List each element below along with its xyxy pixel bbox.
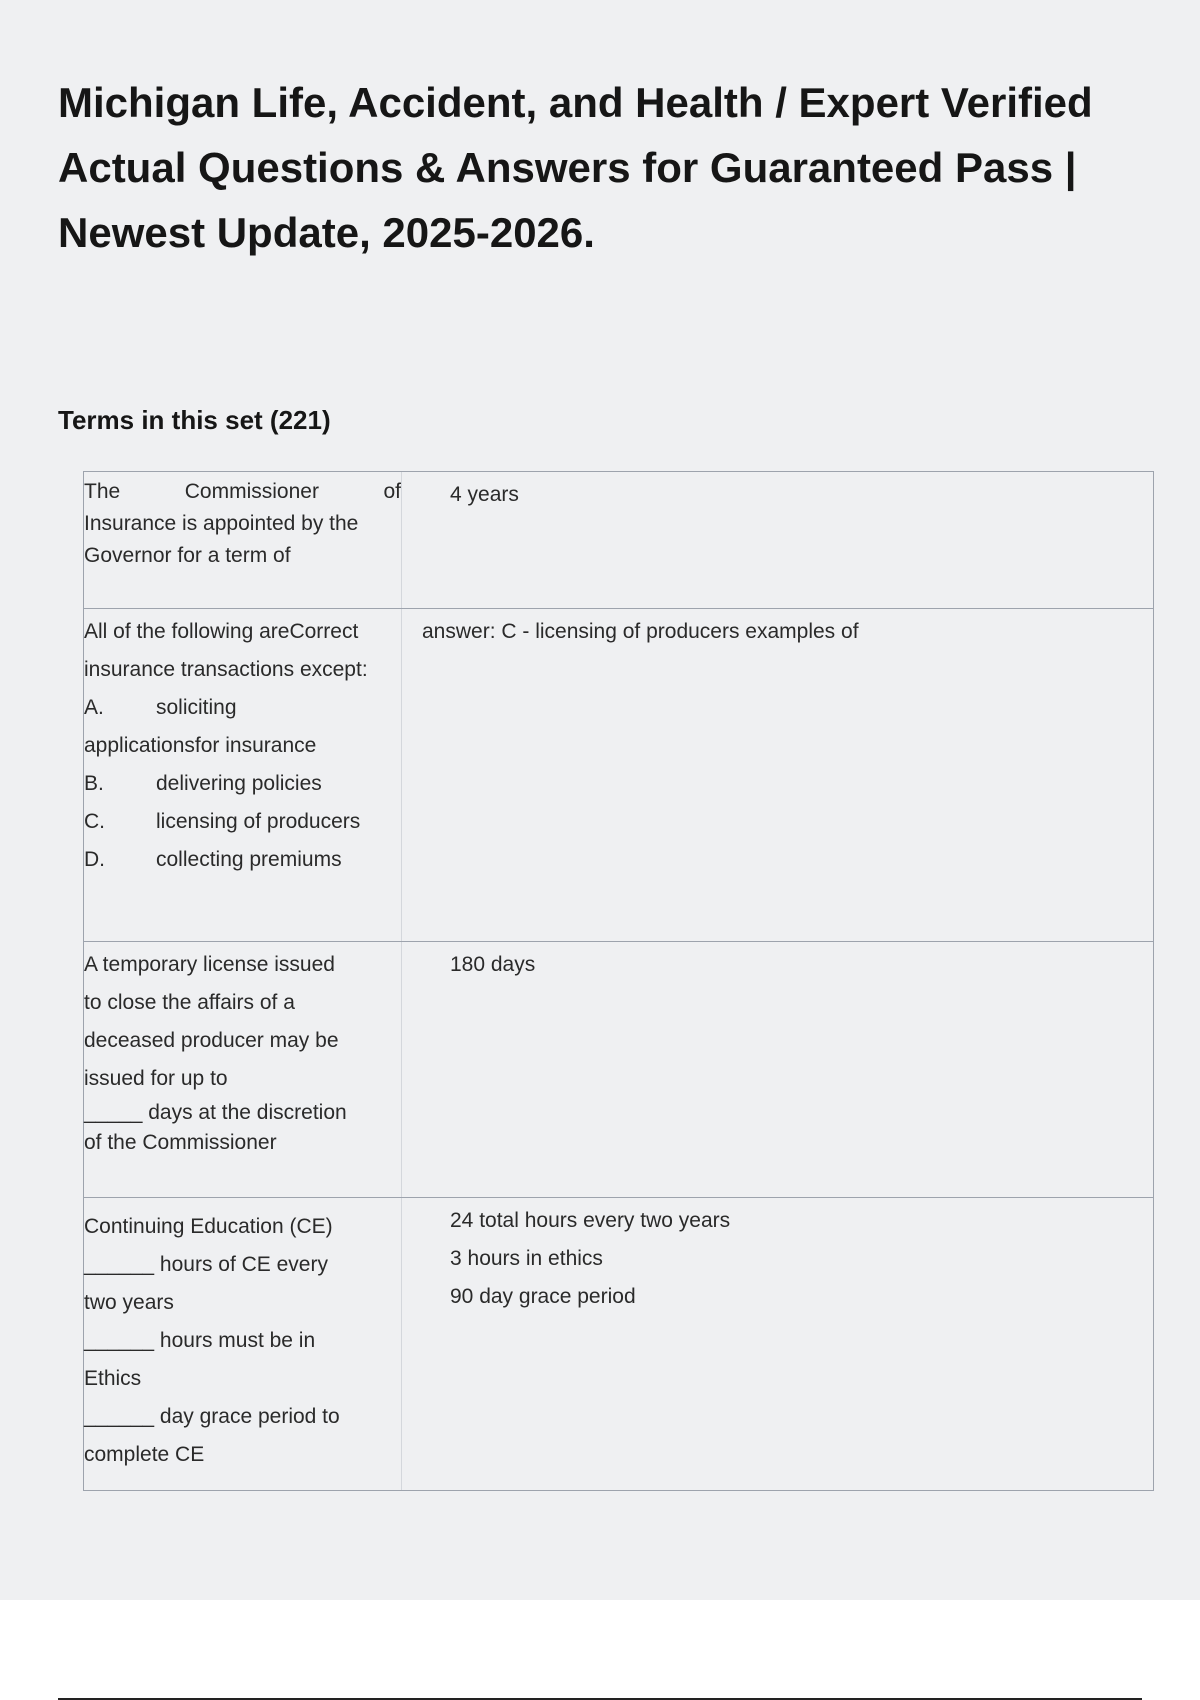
term-line: issued for up to bbox=[84, 1067, 228, 1090]
term-cell bbox=[84, 609, 402, 941]
term-line: of the Commissioner bbox=[84, 1131, 277, 1154]
term-line: to close the affairs of a bbox=[84, 991, 295, 1014]
option-letter: B. bbox=[84, 772, 104, 795]
answer-line: 24 total hours every two years bbox=[450, 1209, 731, 1232]
option-line bbox=[84, 689, 401, 727]
option-text: licensing of producers bbox=[156, 810, 361, 833]
answer-line: 3 hours in ethics bbox=[450, 1247, 603, 1270]
option-letter: A. bbox=[84, 696, 104, 719]
answer-line: answer: C - licensing of producers examples of bbox=[422, 620, 859, 643]
term-cell bbox=[84, 1198, 402, 1490]
option-text: applicationsfor insurance bbox=[84, 734, 317, 757]
answer-cell bbox=[402, 1198, 1153, 1490]
term-line: Continuing Education (CE) bbox=[84, 1215, 333, 1238]
option-line bbox=[84, 803, 401, 841]
option-text: delivering policies bbox=[156, 772, 322, 795]
table-row bbox=[84, 472, 1153, 608]
term-line: A temporary license issued bbox=[84, 953, 335, 976]
option-letter: C. bbox=[84, 810, 105, 833]
term-line: All of the following areCorrect bbox=[84, 620, 359, 643]
term-line: ______ day grace period to bbox=[84, 1405, 340, 1428]
term-cell bbox=[84, 472, 402, 608]
term-line: Ethics bbox=[84, 1367, 142, 1390]
term-line: ______ hours of CE every bbox=[84, 1253, 328, 1276]
term-line: Insurance is appointed by the bbox=[84, 512, 359, 535]
table-row bbox=[84, 608, 1153, 941]
term-line: _____ days at the discretion bbox=[84, 1101, 347, 1124]
terms-count-heading: Terms in this set (221) bbox=[58, 405, 331, 435]
answer-cell bbox=[402, 609, 1153, 941]
term-line: The Commissioner of bbox=[84, 480, 401, 503]
table-row bbox=[84, 1197, 1153, 1490]
option-line bbox=[84, 765, 401, 803]
term-line: Governor for a term of bbox=[84, 544, 291, 567]
answer-line: 180 days bbox=[450, 953, 536, 976]
term-cell bbox=[84, 942, 402, 1197]
term-line: deceased producer may be bbox=[84, 1029, 339, 1052]
table-row bbox=[84, 941, 1153, 1197]
option-text: collecting premiums bbox=[156, 848, 342, 871]
answer-cell bbox=[402, 942, 1153, 1197]
term-line: ______ hours must be in bbox=[84, 1329, 316, 1352]
term-line: complete CE bbox=[84, 1443, 205, 1466]
answer-line: 4 years bbox=[450, 483, 519, 506]
term-line: two years bbox=[84, 1291, 174, 1314]
terms-table bbox=[83, 471, 1154, 1491]
answer-line: 90 day grace period bbox=[450, 1285, 636, 1308]
option-text: soliciting bbox=[156, 696, 237, 719]
term-line: insurance transactions except: bbox=[84, 658, 368, 681]
answer-cell bbox=[402, 472, 1153, 608]
option-letter: D. bbox=[84, 848, 105, 871]
option-line bbox=[84, 841, 401, 879]
document-title: Michigan Life, Accident, and Health / Expert Verified Actual Questions & Answers for Guaranteed Pass | Newest Update, 2025-2026. bbox=[58, 79, 1093, 256]
